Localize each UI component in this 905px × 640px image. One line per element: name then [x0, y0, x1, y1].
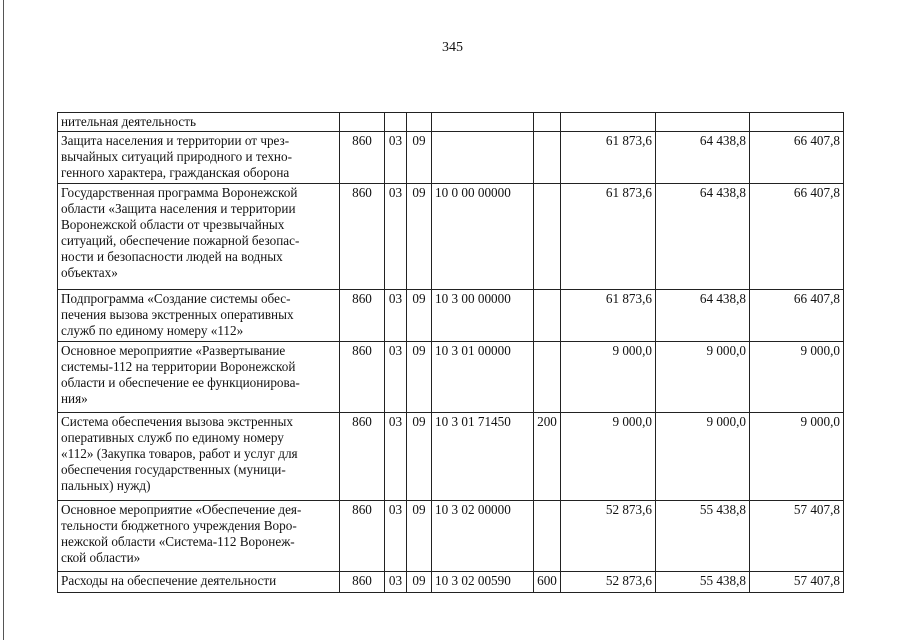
- grbs-cell: 860: [340, 342, 385, 413]
- grbs-cell: 860: [340, 572, 385, 593]
- item-name-line: оперативных служб по единому номеру: [61, 430, 284, 445]
- table-row: [58, 501, 844, 572]
- item-name-cell: [58, 342, 340, 413]
- item-name-line: пальных) нужд): [61, 478, 151, 493]
- amount-1-cell: 9 000,0: [561, 342, 656, 413]
- amount-3-cell: 9 000,0: [750, 413, 844, 501]
- pr-cell: 09: [407, 501, 432, 572]
- grbs-cell: 860: [340, 290, 385, 342]
- item-name-line: обеспечения государственных (муници-: [61, 462, 286, 477]
- item-name-line: генного характера, гражданская оборона: [61, 165, 290, 180]
- item-name-line: Подпрограмма «Создание системы обес-: [61, 291, 291, 306]
- item-name-line: ской области»: [61, 550, 141, 565]
- item-name-line: служб по единому номеру «112»: [61, 323, 244, 338]
- item-name-line: Государственная программа Воронежской: [61, 185, 298, 200]
- pr-cell: 09: [407, 290, 432, 342]
- item-name-line: тельности бюджетного учреждения Воро-: [61, 518, 297, 533]
- rz-cell: 03: [385, 342, 407, 413]
- rz-cell: 03: [385, 184, 407, 290]
- rz-cell: [385, 113, 407, 132]
- item-name-cell: [58, 413, 340, 501]
- csr-cell: 10 3 02 00590: [432, 572, 534, 593]
- vr-cell: [534, 501, 561, 572]
- table-row: [58, 572, 844, 593]
- item-name-line: нительная деятельность: [61, 114, 197, 129]
- amount-2-cell: [656, 113, 750, 132]
- item-name-line: области «Защита населения и территории: [61, 201, 296, 216]
- item-name-line: печения вызова экстренных оперативных: [61, 307, 294, 322]
- vr-cell: [534, 184, 561, 290]
- vr-cell: [534, 290, 561, 342]
- amount-2-cell: 64 438,8: [656, 132, 750, 184]
- item-name-line: ности и безопасности людей на водных: [61, 249, 283, 264]
- amount-2-cell: 64 438,8: [656, 184, 750, 290]
- pr-cell: 09: [407, 132, 432, 184]
- amount-2-cell: 9 000,0: [656, 342, 750, 413]
- rz-cell: 03: [385, 132, 407, 184]
- item-name-line: ситуаций, обеспечение пожарной безопас-: [61, 233, 300, 248]
- item-name-line: Основное мероприятие «Развертывание: [61, 343, 286, 358]
- rz-cell: 03: [385, 290, 407, 342]
- amount-2-cell: 55 438,8: [656, 501, 750, 572]
- budget-table: [57, 112, 844, 593]
- table-row: [58, 413, 844, 501]
- amount-1-cell: [561, 113, 656, 132]
- amount-1-cell: 52 873,6: [561, 501, 656, 572]
- csr-cell: 10 3 01 71450: [432, 413, 534, 501]
- item-name-line: Основное мероприятие «Обеспечение дея-: [61, 502, 302, 517]
- amount-3-cell: 66 407,8: [750, 132, 844, 184]
- amount-1-cell: 61 873,6: [561, 132, 656, 184]
- csr-cell: 10 0 00 00000: [432, 184, 534, 290]
- vr-cell: [534, 113, 561, 132]
- pr-cell: 09: [407, 184, 432, 290]
- pr-cell: 09: [407, 572, 432, 593]
- item-name-cell: [58, 572, 340, 593]
- item-name-cell: [58, 184, 340, 290]
- amount-1-cell: 61 873,6: [561, 184, 656, 290]
- rz-cell: 03: [385, 572, 407, 593]
- pr-cell: 09: [407, 342, 432, 413]
- grbs-cell: 860: [340, 501, 385, 572]
- amount-3-cell: 57 407,8: [750, 501, 844, 572]
- amount-2-cell: 64 438,8: [656, 290, 750, 342]
- amount-3-cell: 66 407,8: [750, 290, 844, 342]
- amount-2-cell: 55 438,8: [656, 572, 750, 593]
- item-name-line: нежской области «Система-112 Воронеж-: [61, 534, 295, 549]
- item-name-line: системы-112 на территории Воронежской: [61, 359, 296, 374]
- csr-cell: 10 3 02 00000: [432, 501, 534, 572]
- rz-cell: 03: [385, 413, 407, 501]
- item-name-line: объектах»: [61, 265, 118, 280]
- csr-cell: 10 3 00 00000: [432, 290, 534, 342]
- item-name-cell: [58, 132, 340, 184]
- grbs-cell: 860: [340, 132, 385, 184]
- pr-cell: [407, 113, 432, 132]
- rz-cell: 03: [385, 501, 407, 572]
- amount-1-cell: 52 873,6: [561, 572, 656, 593]
- item-name-line: области и обеспечение ее функционирова-: [61, 375, 300, 390]
- item-name-line: «112» (Закупка товаров, работ и услуг для: [61, 446, 298, 461]
- item-name-line: ния»: [61, 391, 88, 406]
- amount-3-cell: [750, 113, 844, 132]
- amount-3-cell: 57 407,8: [750, 572, 844, 593]
- page-edge-rule: [3, 0, 4, 640]
- table-row: [58, 290, 844, 342]
- table-body: [58, 113, 844, 593]
- grbs-cell: [340, 113, 385, 132]
- vr-cell: 200: [534, 413, 561, 501]
- csr-cell: 10 3 01 00000: [432, 342, 534, 413]
- table-row: [58, 132, 844, 184]
- item-name-cell: [58, 113, 340, 132]
- item-name-line: Защита населения и территории от чрез-: [61, 133, 290, 148]
- table-row: [58, 113, 844, 132]
- page-number: 345: [442, 40, 463, 55]
- amount-3-cell: 9 000,0: [750, 342, 844, 413]
- vr-cell: 600: [534, 572, 561, 593]
- item-name-cell: [58, 290, 340, 342]
- item-name-line: Система обеспечения вызова экстренных: [61, 414, 293, 429]
- item-name-cell: [58, 501, 340, 572]
- grbs-cell: 860: [340, 413, 385, 501]
- grbs-cell: 860: [340, 184, 385, 290]
- csr-cell: [432, 113, 534, 132]
- pr-cell: 09: [407, 413, 432, 501]
- amount-2-cell: 9 000,0: [656, 413, 750, 501]
- item-name-line: Расходы на обеспечение деятельности: [61, 573, 277, 588]
- vr-cell: [534, 132, 561, 184]
- table-row: [58, 184, 844, 290]
- amount-1-cell: 9 000,0: [561, 413, 656, 501]
- amount-1-cell: 61 873,6: [561, 290, 656, 342]
- table-row: [58, 342, 844, 413]
- csr-cell: [432, 132, 534, 184]
- amount-3-cell: 66 407,8: [750, 184, 844, 290]
- item-name-line: вычайных ситуаций природного и техно-: [61, 149, 292, 164]
- vr-cell: [534, 342, 561, 413]
- item-name-line: Воронежской области от чрезвычайных: [61, 217, 285, 232]
